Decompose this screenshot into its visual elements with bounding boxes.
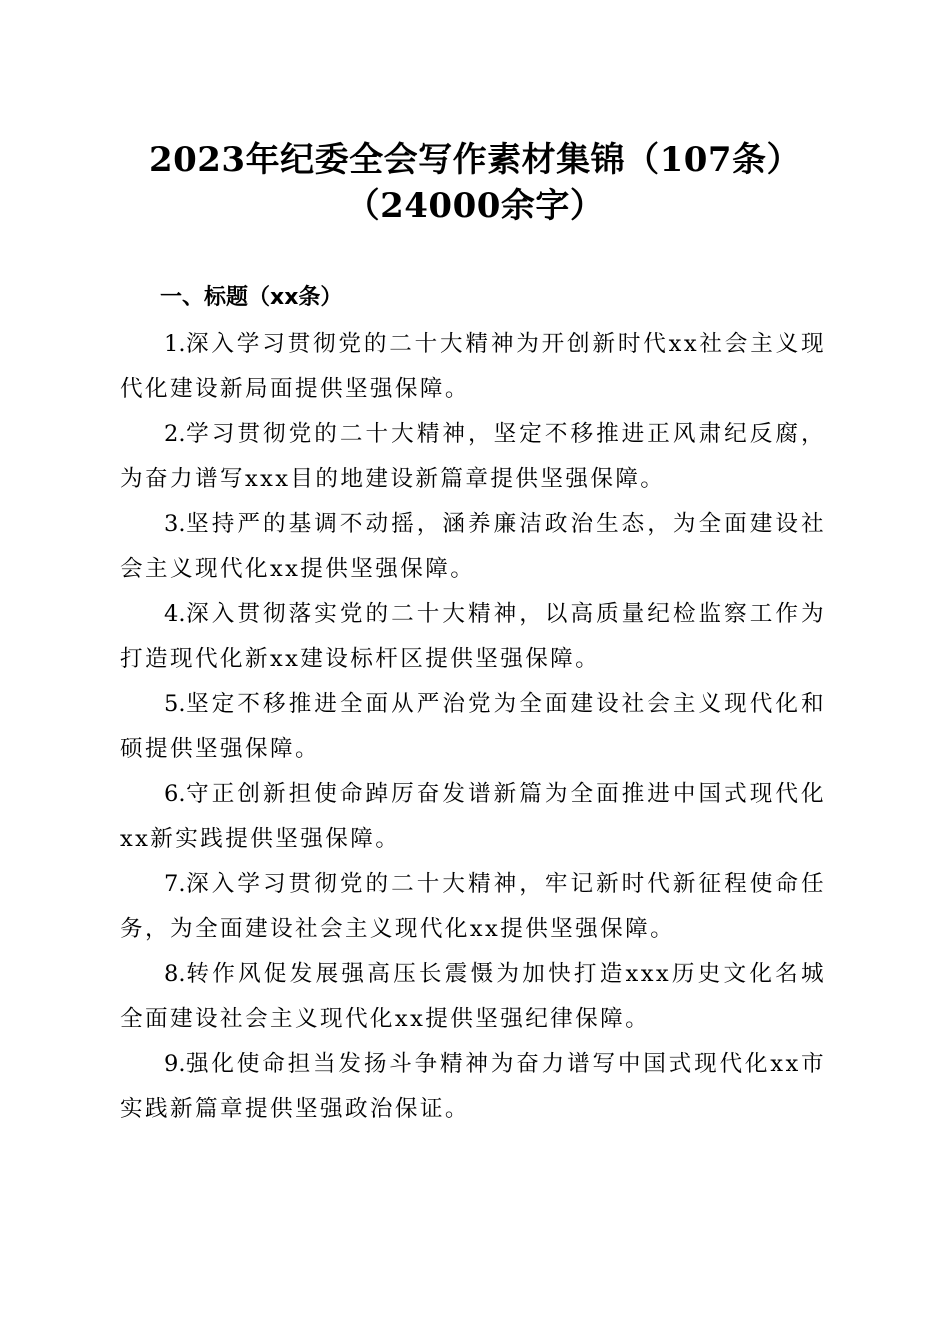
item-number: 1.	[164, 331, 186, 357]
item-text: 深入贯彻落实党的二十大精神，以高质量纪检监察工作为打造现代化新xx建设标杆区提供坚强保障。	[120, 601, 826, 672]
item-number: 6.	[164, 781, 186, 807]
list-item	[120, 952, 826, 1042]
item-text: 坚持严的基调不动摇，涵养廉洁政治生态，为全面建设社会主义现代化xx提供坚强保障。	[120, 511, 826, 582]
item-text: 守正创新担使命踔厉奋发谱新篇为全面推进中国式现代化xx新实践提供坚强保障。	[120, 781, 826, 852]
list-item	[120, 502, 826, 592]
item-number: 7.	[164, 871, 186, 897]
section-heading: 一、标题（xx条）	[160, 285, 343, 310]
item-number: 3.	[164, 511, 186, 537]
item-number: 2.	[164, 421, 186, 447]
item-text: 转作风促发展强高压长震慑为加快打造xxx历史文化名城全面建设社会主义现代化xx提供坚强纪律保障。	[120, 961, 826, 1032]
item-text: 深入学习贯彻党的二十大精神为开创新时代xx社会主义现代化建设新局面提供坚强保障。	[120, 331, 826, 402]
item-text: 强化使命担当发扬斗争精神为奋力谱写中国式现代化xx市实践新篇章提供坚强政治保证。	[120, 1051, 826, 1122]
list-item	[120, 772, 826, 862]
list-item	[120, 592, 826, 682]
item-text: 深入学习贯彻党的二十大精神，牢记新时代新征程使命任务，为全面建设社会主义现代化xx提供坚强保障。	[120, 871, 826, 942]
item-number: 5.	[164, 691, 186, 717]
item-text: 学习贯彻党的二十大精神，坚定不移推进正风肃纪反腐，为奋力谱写xxx目的地建设新篇章提供坚强保障。	[120, 421, 826, 492]
document-title: 2023年纪委全会写作素材集锦（107条）	[148, 140, 802, 180]
item-number: 4.	[164, 601, 186, 627]
item-text: 坚定不移推进全面从严治党为全面建设社会主义现代化和硕提供坚强保障。	[120, 691, 826, 762]
list-item	[120, 862, 826, 952]
document-subtitle: （24000余字）	[345, 186, 605, 226]
item-number: 8.	[164, 961, 186, 987]
item-number: 9.	[164, 1051, 186, 1077]
list-item	[120, 682, 826, 772]
list-item	[120, 322, 826, 412]
list-item	[120, 412, 826, 502]
title-list	[120, 322, 826, 1132]
list-item	[120, 1042, 826, 1132]
